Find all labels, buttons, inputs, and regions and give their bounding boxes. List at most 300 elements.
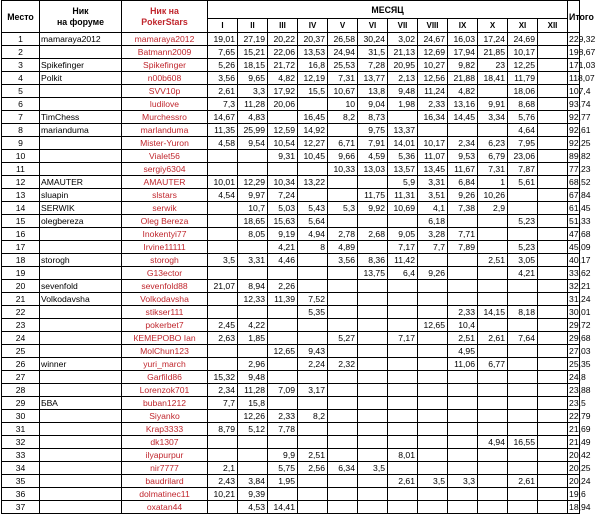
- month-value-cell: 9,92: [358, 202, 388, 215]
- month-value-cell: [358, 280, 388, 293]
- month-value-cell: 5,23: [508, 241, 538, 254]
- table-row: [2, 111, 580, 124]
- month-value-cell: [538, 397, 568, 410]
- month-value-cell: [508, 501, 538, 514]
- month-value-cell: [418, 371, 448, 384]
- month-value-cell: 18,65: [238, 215, 268, 228]
- total-cell: 92,77: [569, 112, 591, 122]
- month-value-cell: [448, 371, 478, 384]
- month-value-cell: [388, 111, 418, 124]
- month-value-cell: 7,38: [448, 202, 478, 215]
- month-value-cell: [448, 436, 478, 449]
- month-value-cell: [538, 280, 568, 293]
- month-value-cell: 9,97: [238, 189, 268, 202]
- month-value-cell: 3,5: [358, 462, 388, 475]
- month-value-cell: 21,72: [268, 59, 298, 72]
- place-cell: 12: [2, 176, 40, 189]
- month-value-cell: [478, 501, 508, 514]
- month-value-cell: [238, 436, 268, 449]
- month-value-cell: 10,26: [478, 189, 508, 202]
- month-value-cell: [298, 501, 328, 514]
- month-value-cell: [538, 241, 568, 254]
- table-row: [2, 202, 580, 215]
- month-value-cell: 12,29: [238, 176, 268, 189]
- table-row: [2, 319, 580, 332]
- forum-nick-cell: [40, 137, 122, 150]
- total-cell: 27,03: [569, 346, 591, 356]
- month-header: XI: [508, 19, 538, 33]
- month-value-cell: 8,01: [388, 449, 418, 462]
- month-value-cell: [478, 293, 508, 306]
- month-value-cell: 7,28: [358, 59, 388, 72]
- total-cell: 51,33: [569, 216, 591, 226]
- month-value-cell: 5,43: [298, 202, 328, 215]
- month-value-cell: [298, 280, 328, 293]
- month-value-cell: [508, 293, 538, 306]
- month-value-cell: [418, 436, 448, 449]
- month-value-cell: 2,96: [238, 358, 268, 371]
- pokerstars-nick-cell: storogh: [122, 254, 208, 267]
- place-cell: 25: [2, 345, 40, 358]
- place-cell: 27: [2, 371, 40, 384]
- month-value-cell: 7,09: [268, 384, 298, 397]
- month-value-cell: 12,65: [268, 345, 298, 358]
- month-value-cell: 9,53: [448, 150, 478, 163]
- forum-nick-cell: [40, 423, 122, 436]
- month-value-cell: 11,28: [238, 98, 268, 111]
- month-value-cell: [298, 267, 328, 280]
- table-row: [2, 501, 580, 514]
- table-row: [2, 410, 580, 423]
- month-value-cell: [538, 72, 568, 85]
- total-cell: 29,68: [569, 333, 591, 343]
- place-cell: 35: [2, 475, 40, 488]
- month-value-cell: 10,45: [298, 150, 328, 163]
- month-value-cell: [328, 189, 358, 202]
- forum-nick-cell: [40, 306, 122, 319]
- month-value-cell: [418, 306, 448, 319]
- month-value-cell: [478, 280, 508, 293]
- month-value-cell: 4,95: [448, 345, 478, 358]
- place-cell: 19: [2, 267, 40, 280]
- month-value-cell: 8,2: [298, 410, 328, 423]
- month-value-cell: 14,45: [448, 111, 478, 124]
- forum-nick-cell: mamaraya2012: [40, 33, 122, 46]
- month-value-cell: [478, 241, 508, 254]
- pokerstars-nick-cell: buban1212: [122, 397, 208, 410]
- month-value-cell: 7,89: [448, 241, 478, 254]
- month-value-cell: 13,53: [298, 46, 328, 59]
- month-value-cell: [448, 215, 478, 228]
- month-value-cell: [208, 293, 238, 306]
- total-cell: 89,82: [569, 151, 591, 161]
- month-value-cell: 7,52: [298, 293, 328, 306]
- month-value-cell: 6,79: [478, 150, 508, 163]
- month-value-cell: [328, 488, 358, 501]
- month-value-cell: [358, 358, 388, 371]
- forum-nick-cell: TimChess: [40, 111, 122, 124]
- month-value-cell: 10,33: [328, 163, 358, 176]
- month-value-cell: [508, 202, 538, 215]
- place-cell: 16: [2, 228, 40, 241]
- place-cell: 18: [2, 254, 40, 267]
- month-value-cell: [478, 449, 508, 462]
- month-value-cell: [388, 462, 418, 475]
- month-value-cell: [298, 488, 328, 501]
- month-value-cell: 9,05: [388, 228, 418, 241]
- total-cell: 92,61: [569, 125, 591, 135]
- month-value-cell: [478, 371, 508, 384]
- month-value-cell: 20,95: [388, 59, 418, 72]
- month-value-cell: 8,36: [358, 254, 388, 267]
- month-value-cell: 30,24: [358, 33, 388, 46]
- month-value-cell: 15,8: [238, 397, 268, 410]
- table-row: [2, 228, 580, 241]
- table-row: [2, 98, 580, 111]
- month-value-cell: 3,5: [418, 475, 448, 488]
- month-value-cell: 3,56: [328, 254, 358, 267]
- month-value-cell: 20,22: [268, 33, 298, 46]
- month-value-cell: 12,56: [418, 72, 448, 85]
- month-value-cell: 12,59: [268, 124, 298, 137]
- month-value-cell: [268, 163, 298, 176]
- month-value-cell: [508, 189, 538, 202]
- pokerstars-nick-cell: oxatan44: [122, 501, 208, 514]
- month-value-cell: [238, 267, 268, 280]
- total-cell: 68,52: [569, 177, 591, 187]
- month-value-cell: 24,67: [418, 33, 448, 46]
- table-row: [2, 176, 580, 189]
- month-value-cell: [328, 319, 358, 332]
- month-value-cell: [388, 384, 418, 397]
- month-value-cell: [208, 163, 238, 176]
- month-value-cell: [418, 358, 448, 371]
- place-cell: 15: [2, 215, 40, 228]
- month-value-cell: [388, 371, 418, 384]
- month-value-cell: 11,31: [388, 189, 418, 202]
- month-value-cell: [508, 228, 538, 241]
- pokerstars-nick-cell: marlanduma: [122, 124, 208, 137]
- total-cell: 118,07: [569, 73, 595, 83]
- table-row: [2, 423, 580, 436]
- total-cell: 29,72: [569, 320, 591, 330]
- month-value-cell: [508, 280, 538, 293]
- month-value-cell: 9,39: [238, 488, 268, 501]
- month-value-cell: [538, 501, 568, 514]
- pokerstars-nick-cell: yuri_march: [122, 358, 208, 371]
- total-cell: 171,03: [569, 60, 595, 70]
- month-value-cell: 13,03: [358, 163, 388, 176]
- month-value-cell: 20,37: [298, 33, 328, 46]
- month-value-cell: [268, 436, 298, 449]
- month-value-cell: [508, 462, 538, 475]
- month-value-cell: 2,33: [448, 306, 478, 319]
- pokerstars-nick-cell: Murchessro: [122, 111, 208, 124]
- total-cell: 22,79: [569, 411, 591, 421]
- month-value-cell: [388, 280, 418, 293]
- month-value-cell: [538, 98, 568, 111]
- month-value-cell: 11,42: [388, 254, 418, 267]
- month-value-cell: [418, 423, 448, 436]
- month-value-cell: 7,78: [268, 423, 298, 436]
- table-row: [2, 293, 580, 306]
- month-value-cell: 15,21: [238, 46, 268, 59]
- month-value-cell: [538, 345, 568, 358]
- month-value-cell: 2,9: [478, 202, 508, 215]
- month-value-cell: 5,61: [508, 176, 538, 189]
- header-forum-nick: Ник на форуме: [40, 1, 122, 33]
- month-value-cell: 12,19: [298, 72, 328, 85]
- total-cell: 77,23: [569, 164, 591, 174]
- month-value-cell: 10,01: [208, 176, 238, 189]
- month-value-cell: 7,95: [508, 137, 538, 150]
- month-value-cell: 4,54: [208, 189, 238, 202]
- place-cell: 24: [2, 332, 40, 345]
- month-value-cell: [298, 332, 328, 345]
- month-value-cell: [478, 462, 508, 475]
- forum-nick-cell: [40, 163, 122, 176]
- month-value-cell: [208, 150, 238, 163]
- month-value-cell: 6,23: [478, 137, 508, 150]
- place-cell: 26: [2, 358, 40, 371]
- forum-nick-cell: [40, 449, 122, 462]
- month-value-cell: 2,1: [208, 462, 238, 475]
- month-value-cell: 21,88: [448, 72, 478, 85]
- month-value-cell: [388, 215, 418, 228]
- pokerstars-nick-cell: G13ector: [122, 267, 208, 280]
- month-value-cell: [478, 345, 508, 358]
- pokerstars-nick-cell: Mister-Yuron: [122, 137, 208, 150]
- month-value-cell: [508, 423, 538, 436]
- month-value-cell: [508, 397, 538, 410]
- month-value-cell: 7,91: [358, 137, 388, 150]
- month-value-cell: [298, 98, 328, 111]
- table-row: [2, 397, 580, 410]
- month-value-cell: [268, 488, 298, 501]
- month-value-cell: [208, 410, 238, 423]
- forum-nick-cell: [40, 46, 122, 59]
- month-value-cell: 3,28: [418, 228, 448, 241]
- forum-nick-cell: Polkit: [40, 72, 122, 85]
- month-value-cell: [268, 319, 298, 332]
- table-row: [2, 384, 580, 397]
- month-value-cell: 13,16: [448, 98, 478, 111]
- month-value-cell: 7,7: [418, 241, 448, 254]
- month-value-cell: [208, 228, 238, 241]
- total-cell: 21,69: [569, 424, 591, 434]
- month-value-cell: [358, 293, 388, 306]
- month-header: IV: [298, 19, 328, 33]
- month-value-cell: 13,22: [298, 176, 328, 189]
- place-cell: 37: [2, 501, 40, 514]
- month-value-cell: 4,82: [448, 85, 478, 98]
- month-value-cell: 12,26: [238, 410, 268, 423]
- month-value-cell: [538, 488, 568, 501]
- month-value-cell: [298, 189, 328, 202]
- month-value-cell: [418, 124, 448, 137]
- month-value-cell: [418, 254, 448, 267]
- month-value-cell: [328, 293, 358, 306]
- forum-nick-cell: [40, 371, 122, 384]
- table-row: [2, 306, 580, 319]
- total-cell: 23,88: [569, 385, 591, 395]
- month-value-cell: 2,61: [508, 475, 538, 488]
- pokerstars-nick-cell: SVV10p: [122, 85, 208, 98]
- month-value-cell: 8,2: [328, 111, 358, 124]
- month-value-cell: 12,65: [418, 319, 448, 332]
- month-value-cell: 17,92: [268, 85, 298, 98]
- month-value-cell: 9,26: [448, 189, 478, 202]
- month-value-cell: 3,31: [418, 176, 448, 189]
- month-value-cell: [328, 475, 358, 488]
- month-value-cell: [238, 345, 268, 358]
- month-header: V: [328, 19, 358, 33]
- month-value-cell: [448, 254, 478, 267]
- month-value-cell: 2,61: [478, 332, 508, 345]
- month-value-cell: 10,17: [508, 46, 538, 59]
- month-value-cell: 3,51: [418, 189, 448, 202]
- month-value-cell: 7,24: [268, 189, 298, 202]
- total-cell: 40,17: [569, 255, 591, 265]
- month-value-cell: [358, 423, 388, 436]
- month-value-cell: [328, 176, 358, 189]
- month-value-cell: [328, 410, 358, 423]
- month-value-cell: [298, 436, 328, 449]
- month-value-cell: [328, 423, 358, 436]
- pokerstars-nick-cell: n00b608: [122, 72, 208, 85]
- month-value-cell: 9,82: [448, 59, 478, 72]
- month-value-cell: 9,04: [358, 98, 388, 111]
- pokerstars-nick-cell: Spikefinger: [122, 59, 208, 72]
- header-month: МЕСЯЦ: [208, 1, 568, 19]
- month-value-cell: [418, 332, 448, 345]
- place-cell: 10: [2, 150, 40, 163]
- forum-nick-cell: [40, 267, 122, 280]
- month-value-cell: 22,06: [268, 46, 298, 59]
- month-value-cell: 15,32: [208, 371, 238, 384]
- month-value-cell: 1,98: [388, 98, 418, 111]
- month-value-cell: [538, 306, 568, 319]
- month-value-cell: [478, 215, 508, 228]
- month-value-cell: 5,3: [328, 202, 358, 215]
- month-value-cell: [508, 449, 538, 462]
- month-value-cell: 9,48: [238, 371, 268, 384]
- month-value-cell: 5,12: [238, 423, 268, 436]
- table-row: [2, 46, 580, 59]
- month-value-cell: [508, 319, 538, 332]
- month-header: VII: [388, 19, 418, 33]
- month-value-cell: [358, 488, 388, 501]
- month-value-cell: [448, 462, 478, 475]
- table-row: [2, 150, 580, 163]
- month-value-cell: 19,01: [208, 33, 238, 46]
- forum-nick-cell: [40, 501, 122, 514]
- month-value-cell: [538, 293, 568, 306]
- month-value-cell: [388, 293, 418, 306]
- month-value-cell: 2,32: [328, 358, 358, 371]
- month-value-cell: 9,19: [268, 228, 298, 241]
- month-value-cell: 4,59: [358, 150, 388, 163]
- month-value-cell: [358, 345, 388, 358]
- month-value-cell: 7,71: [448, 228, 478, 241]
- month-value-cell: [358, 319, 388, 332]
- pokerstars-nick-cell: Lorenzok701: [122, 384, 208, 397]
- month-value-cell: 9,9: [268, 449, 298, 462]
- place-cell: 22: [2, 306, 40, 319]
- month-value-cell: [388, 345, 418, 358]
- month-header: X: [478, 19, 508, 33]
- total-cell: 93,74: [569, 99, 591, 109]
- month-value-cell: [328, 267, 358, 280]
- month-value-cell: [448, 410, 478, 423]
- month-value-cell: 12,25: [508, 59, 538, 72]
- pokerstars-nick-cell: nir7777: [122, 462, 208, 475]
- month-value-cell: 8: [298, 241, 328, 254]
- month-value-cell: [358, 384, 388, 397]
- total-cell: 24,8: [569, 372, 586, 382]
- month-value-cell: 13,8: [358, 85, 388, 98]
- month-value-cell: [538, 150, 568, 163]
- table-row: [2, 267, 580, 280]
- month-value-cell: [238, 462, 268, 475]
- month-value-cell: 4,94: [478, 436, 508, 449]
- month-header: IX: [448, 19, 478, 33]
- place-cell: 4: [2, 72, 40, 85]
- month-value-cell: 5,03: [268, 202, 298, 215]
- month-value-cell: [448, 267, 478, 280]
- forum-nick-cell: storogh: [40, 254, 122, 267]
- month-value-cell: 12,33: [238, 293, 268, 306]
- total-cell: 47,68: [569, 229, 591, 239]
- table-row: [2, 462, 580, 475]
- month-value-cell: 4,82: [268, 72, 298, 85]
- month-value-cell: [208, 202, 238, 215]
- month-value-cell: 14,01: [388, 137, 418, 150]
- pokerstars-nick-cell: sergiy6304: [122, 163, 208, 176]
- month-value-cell: [538, 111, 568, 124]
- month-value-cell: 16,03: [448, 33, 478, 46]
- table-row: [2, 85, 580, 98]
- month-value-cell: [328, 345, 358, 358]
- place-cell: 5: [2, 85, 40, 98]
- month-value-cell: [538, 410, 568, 423]
- month-value-cell: 4,58: [208, 137, 238, 150]
- month-value-cell: [238, 163, 268, 176]
- month-value-cell: [508, 410, 538, 423]
- month-value-cell: [268, 111, 298, 124]
- month-value-cell: 7,64: [508, 332, 538, 345]
- month-value-cell: 5,26: [208, 59, 238, 72]
- month-value-cell: [508, 345, 538, 358]
- month-value-cell: [388, 423, 418, 436]
- month-value-cell: 26,58: [328, 33, 358, 46]
- month-value-cell: 4,21: [268, 241, 298, 254]
- month-value-cell: 6,71: [328, 137, 358, 150]
- month-value-cell: 11,24: [418, 85, 448, 98]
- month-value-cell: 1: [478, 176, 508, 189]
- month-value-cell: [328, 501, 358, 514]
- place-cell: 3: [2, 59, 40, 72]
- forum-nick-cell: winner: [40, 358, 122, 371]
- month-value-cell: 3,02: [388, 33, 418, 46]
- month-value-cell: 6,18: [418, 215, 448, 228]
- total-cell: 19,6: [569, 489, 586, 499]
- month-value-cell: 7,17: [388, 332, 418, 345]
- total-cell: 92,25: [569, 138, 591, 148]
- forum-nick-cell: [40, 410, 122, 423]
- month-value-cell: [208, 345, 238, 358]
- month-value-cell: [208, 241, 238, 254]
